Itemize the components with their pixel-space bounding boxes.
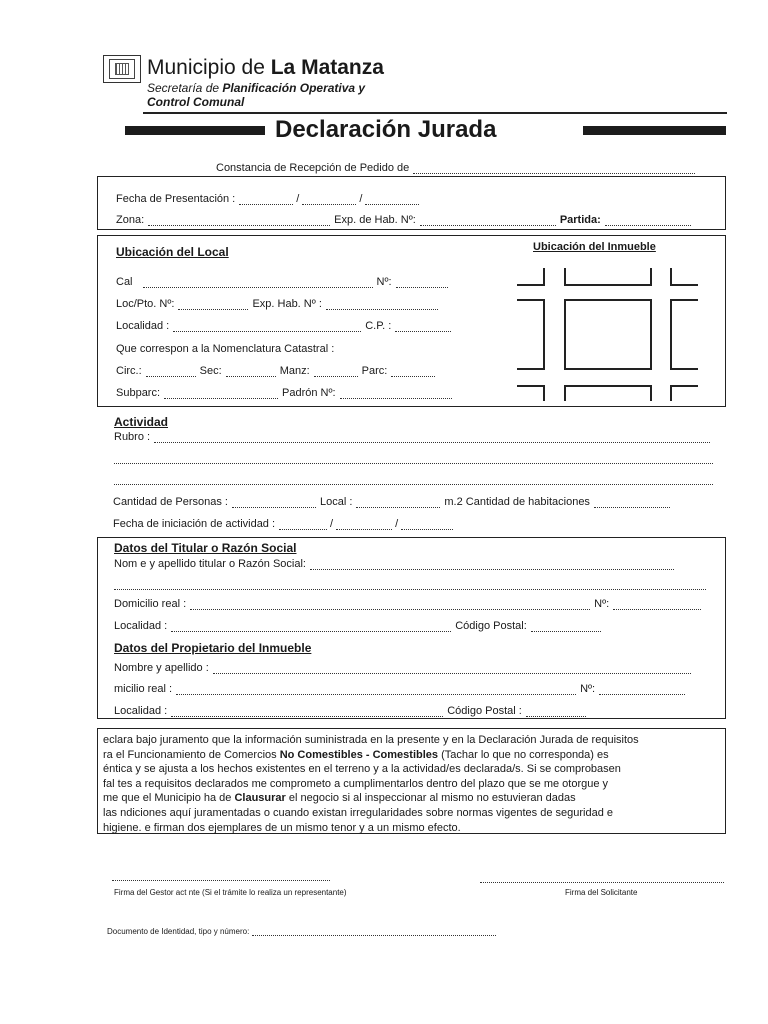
propietario-nombre-row [114,662,691,674]
locpto-row [116,298,438,310]
nomenclatura-label: Que correspon a la Nomenclatura Catastral : [116,343,335,355]
firma-gestor-label: Firma del Gestor act nte (Si el trámite lo realiza un representante) [114,888,347,897]
documento-field[interactable] [252,928,496,936]
rubro-field[interactable] [154,432,710,443]
cp-field[interactable] [395,321,451,332]
fecha-inicio-label: Fecha de iniciación de actividad : [113,518,276,530]
partida-label: Partida: [559,214,601,226]
nomenclatura-row [116,343,334,355]
padron-label: Padrón Nº: [282,387,336,399]
propietario-heading: Datos del Propietario del Inmueble [114,641,312,655]
propietario-localidad-row [114,705,586,717]
propietario-domicilio-label: micilio real : [114,683,173,695]
sec-label: Sec: [199,365,222,377]
secretaria [147,81,365,109]
localidad-label: Localidad : [116,320,170,332]
secretaria-name: Planificación Operativa y [222,81,366,95]
propietario-domicilio-field[interactable] [176,684,576,695]
titular-nombre-row [114,558,674,570]
cantidad-label: Cantidad de Personas : [113,496,228,508]
propietario-numero-field[interactable] [599,684,685,695]
declaracion-line: eclara bajo juramento que la información suministrada en la presente y en la Declaración Jurada de requisitos [103,734,639,746]
documento-row [107,927,496,936]
parc-field[interactable] [391,366,435,377]
page-title: Declaración Jurada [275,116,497,143]
title-bar-left [125,126,265,135]
m2-label: m.2 Cantidad de habitaciones [444,496,590,508]
constancia-label: Constancia de Recepción de Pedido de [216,162,410,174]
fecha-month-field[interactable] [302,194,356,205]
title-bar-right [583,126,726,135]
propietario-domicilio-row [114,683,685,695]
titular-cp-label: Código Postal: [455,620,527,632]
titular-nombre-label: Nom e y apellido titular o Razón Social: [114,558,306,570]
declaracion-line: ra el Funcionamiento de Comercios No Comestibles - Comestibles (Tachar lo que no corresponda) es [103,748,609,761]
propietario-cp-label: Código Postal : [447,705,522,717]
titular-domicilio-field[interactable] [190,599,590,610]
propietario-cp-field[interactable] [526,706,586,717]
zona-label: Zona: [116,214,145,226]
localidad-field[interactable] [173,321,361,332]
zona-field[interactable] [148,215,330,226]
padron-field[interactable] [340,388,452,399]
propietario-nombre-label: Nombre y apellido : [114,662,209,674]
titular-numero-label: Nº: [594,598,610,610]
titular-numero-field[interactable] [613,599,701,610]
actividad-heading: Actividad [114,415,169,429]
declaracion-line: las ndiciones aquí juramentadas o cuando existan irregularidades sobre normas vigentes de seguridad e [103,806,613,819]
secretaria-line2: Control Comunal [147,95,245,109]
titular-heading: Datos del Titular o Razón Social [114,541,297,555]
firma-solicitante-label: Firma del Solicitante [565,888,638,897]
cp-label: C.P. : [365,320,392,332]
cantidad-field[interactable] [232,497,316,508]
declaracion-line: me que el Municipio ha de Clausurar el negocio si al inspeccionar al mismo no estuvieran dadas [103,792,576,805]
catastral-row [116,365,435,377]
rubro-field-line2[interactable] [114,453,713,464]
declaracion-line: éntica y se ajusta a los hechos existentes en el terreno y a la actividad/es declarada/s. Si se comprobasen [103,763,621,776]
calle-field[interactable] [143,277,373,288]
exp-label: Exp. de Hab. Nº: [334,214,416,226]
circ-label: Circ.: [116,365,142,377]
secretaria-prefix: Secretaría de [147,81,223,95]
rubro-label: Rubro : [114,431,151,443]
titular-domicilio-label: Domicilio real : [114,598,187,610]
propietario-localidad-label: Localidad : [114,705,168,717]
calle-row [116,276,448,288]
subparc-row [116,387,452,399]
propietario-numero-label: Nº: [580,683,596,695]
propietario-localidad-field[interactable] [171,706,443,717]
rubro-field-line3[interactable] [114,474,713,485]
rubro-row [114,431,710,443]
constancia-field[interactable] [413,163,695,174]
fecha-inicio-day[interactable] [279,519,327,530]
ubicacion-local-heading: Ubicación del Local [116,245,229,259]
declaracion-line: higiene. e firman dos ejemplares de un mismo tenor y a un mismo efecto. [103,821,461,834]
constancia-row [216,162,695,174]
subparc-label: Subparc: [116,387,161,399]
firma-solicitante-line[interactable] [480,872,724,883]
titular-cp-field[interactable] [531,621,601,632]
calle-label: Cal [116,276,133,288]
fecha-inicio-month[interactable] [336,519,392,530]
titular-nombre-field[interactable] [310,559,674,570]
crest-icon [109,59,135,79]
zona-row [116,214,691,226]
municipio-title [147,56,384,80]
cantidad-row [113,496,670,508]
titular-domicilio-row [114,598,701,610]
fecha-row: Fecha de Presentación : / / [116,193,419,205]
documento-label: Documento de Identidad, tipo y número: [107,927,250,936]
locpto-label: Loc/Pto. Nº: [116,298,175,310]
calle-numero-label: Nº: [376,276,392,288]
titular-localidad-field[interactable] [171,621,451,632]
fecha-year-field[interactable] [365,194,419,205]
exp-field[interactable] [420,215,556,226]
titular-localidad-label: Localidad : [114,620,168,632]
exphab-label: Exp. Hab. Nº : [252,298,322,310]
exphab-field[interactable] [326,299,438,310]
calle-numero-field[interactable] [396,277,448,288]
titular-nombre-field-line2[interactable] [114,579,706,590]
ubicacion-inmueble-heading: Ubicación del Inmueble [533,241,656,253]
fecha-inicio-row: Fecha de iniciación de actividad : / / [113,518,453,530]
sec-field[interactable] [226,366,276,377]
declaracion-text [103,733,719,835]
propietario-nombre-field[interactable] [213,663,691,674]
habitaciones-field[interactable] [594,497,670,508]
fecha-label: Fecha de Presentación : [116,193,236,205]
locpto-field[interactable] [178,299,248,310]
manz-label: Manz: [279,365,310,377]
firma-gestor-line[interactable] [112,870,330,881]
local-label: Local : [319,496,353,508]
parc-label: Parc: [361,365,388,377]
local-field[interactable] [356,497,440,508]
declaracion-line: fal tes a requisitos declarados me comprometo a cumplimentarlos dentro del plazo que se me otorgue y [103,777,609,790]
municipio-logo [103,55,141,83]
fecha-day-field[interactable] [239,194,293,205]
titular-localidad-row [114,620,601,632]
partida-field[interactable] [605,215,691,226]
header-rule [143,112,727,114]
fecha-inicio-year[interactable] [401,519,453,530]
subparc-field[interactable] [164,388,278,399]
manz-field[interactable] [314,366,358,377]
localidad-row [116,320,451,332]
circ-field[interactable] [146,366,196,377]
municipio-prefix: Municipio de [147,56,271,79]
municipio-name: La Matanza [270,56,384,79]
